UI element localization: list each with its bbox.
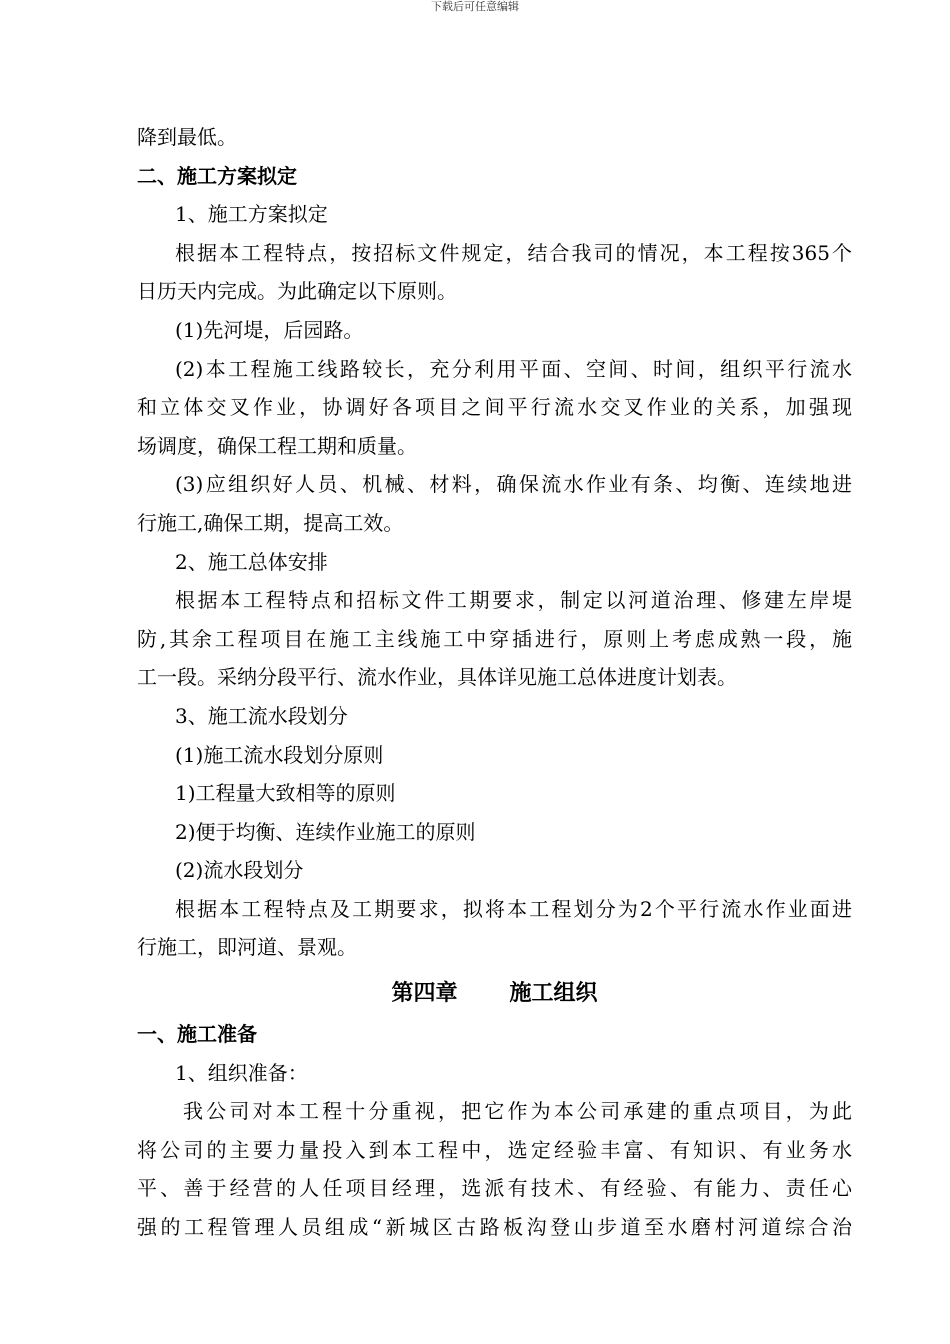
text-line: 根据本工程特点，按招标文件规定，结合我司的情况，本工程按365个 bbox=[175, 240, 852, 265]
text-line: 防,其余工程项目在施工主线施工中穿插进行，原则上考虑成熟一段，施 bbox=[137, 626, 852, 651]
text-line: 1、施工方案拟定 bbox=[175, 202, 328, 227]
text-line: 和立体交叉作业，协调好各项目之间平行流水交叉作业的关系，加强现 bbox=[137, 395, 852, 420]
text-line: 日历天内完成。为此确定以下原则。 bbox=[137, 279, 457, 304]
text-line: 降到最低。 bbox=[137, 125, 237, 149]
document-page bbox=[137, 118, 852, 1247]
text-line: 2)便于均衡、连续作业施工的原则 bbox=[175, 819, 476, 844]
text-line: 将公司的主要力量投入到本工程中，选定经验丰富、有知识、有业务水 bbox=[137, 1137, 852, 1162]
text-line: (3)应组织好人员、机械、材料，确保流水作业有条、均衡、连续地进 bbox=[175, 472, 852, 497]
header-note: 下载后可任意编辑 bbox=[431, 0, 519, 13]
text-line: (2)流水段划分 bbox=[175, 858, 304, 883]
text-line: 1)工程量大致相等的原则 bbox=[175, 781, 396, 806]
text-line: 根据本工程特点及工期要求，拟将本工程划分为2个平行流水作业面进 bbox=[175, 896, 852, 921]
text-line: (1)施工流水段划分原则 bbox=[175, 742, 384, 767]
text-line: 行施工，即河道、景观。 bbox=[137, 935, 357, 960]
text-line: 行施工,确保工期，提高工效。 bbox=[137, 510, 404, 535]
text-line: 我公司对本工程十分重视，把它作为本公司承建的重点项目，为此 bbox=[183, 1099, 852, 1124]
text-line: 2、施工总体安排 bbox=[175, 549, 328, 574]
section-preparation-block bbox=[137, 1015, 852, 1247]
chapter-number: 第四章 bbox=[391, 980, 458, 1007]
text-line: (1)先河堤，后园路。 bbox=[175, 317, 364, 342]
text-line: 1、组织准备： bbox=[175, 1060, 308, 1085]
text-line: 工一段。采纳分段平行、流水作业，具体详见施工总体进度计划表。 bbox=[137, 665, 737, 690]
text-line: (2)本工程施工线路较长，充分利用平面、空间、时间，组织平行流水 bbox=[175, 356, 852, 381]
section-plan-block bbox=[137, 118, 852, 967]
text-line: 平、善于经营的人任项目经理，选派有技术、有经验、有能力、责任心 bbox=[137, 1176, 852, 1201]
text-line: 强的工程管理人员组成“新城区古路板沟登山步道至水磨村河道综合治 bbox=[137, 1215, 852, 1240]
section-heading: 二、施工方案拟定 bbox=[137, 163, 297, 188]
chapter-heading bbox=[137, 971, 852, 1015]
text-line: 3、施工流水段划分 bbox=[175, 703, 348, 728]
section-heading: 一、施工准备 bbox=[137, 1022, 257, 1047]
text-line: 根据本工程特点和招标文件工期要求，制定以河道治理、修建左岸堤 bbox=[175, 588, 852, 613]
text-line: 场调度，确保工程工期和质量。 bbox=[137, 433, 417, 458]
chapter-title: 施工组织 bbox=[509, 980, 598, 1007]
